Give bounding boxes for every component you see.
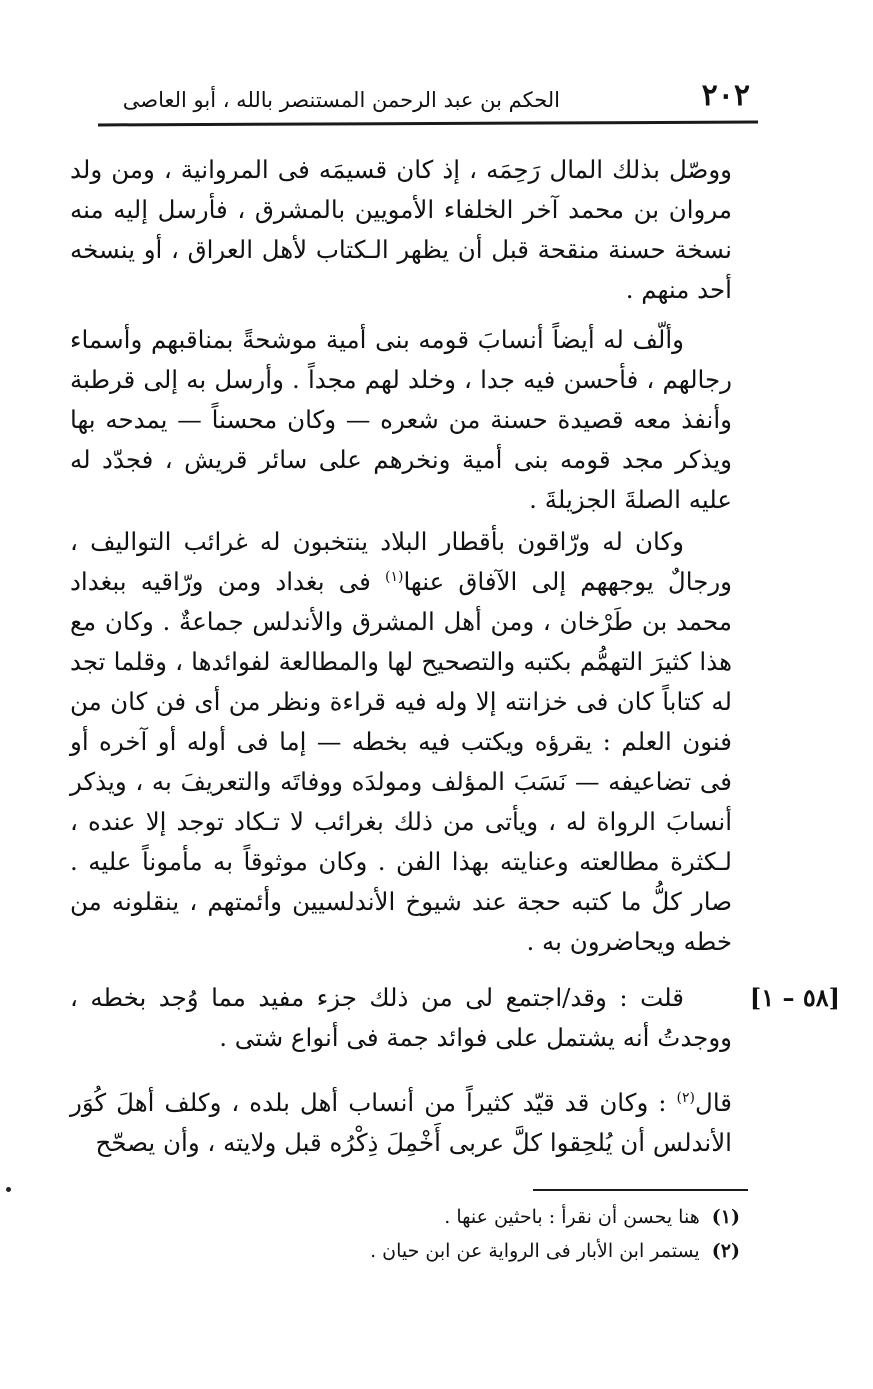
footnote-text: هنا يحسن أن نقرأ : باحثين عنها . <box>444 1206 700 1228</box>
footnote-2 <box>300 1234 740 1268</box>
paragraph-5-part-a: قال <box>695 1088 732 1117</box>
paragraph-5 <box>70 1083 732 1163</box>
paragraph-text: ووصّل بذلك المال رَحِمَه ، إذ كان قسيمَه فى المروانية ، ومن ولد مروان بن محمد آخر الخلفاء الأمويين بالمشرق ، فأرسل إليه منه نسخة حسنة منقحة قبل أن يظهر الـكتاب لأهل العراق ، أو ينسخه أحد منهم . <box>70 155 732 304</box>
paragraph-3-part-a: وكان له ورّاقون بأقطار البلاد ينتخبون له غرائب التواليف ، ورجالٌ يوجههم إلى الآفاق عنها <box>70 527 732 596</box>
page-number: ٢٠٢ <box>701 78 750 113</box>
page-header <box>122 78 750 118</box>
footnote-rule <box>533 1189 748 1191</box>
footnote-ref-2: (٢) <box>676 1089 696 1106</box>
paragraph-4 <box>70 978 732 1058</box>
footnote-text: يستمر ابن الأبار فى الرواية عن ابن حيان . <box>370 1240 700 1262</box>
paragraph-3-part-b: فى بغداد ومن ورّاقيه ببغداد محمد بن طَرْخان ، ومن أهل المشرق والأندلس جماعةٌ . وكان مع هذا كثيرَ التهمُّم بكتبه والتصحيح لها والمطالعة لفوائدها ، وقلما تجد له كتاباً كان فى خزانته إلا وله فيه قراءة ونظر من أى فن كان من فنون العلم : يقرؤه ويكتب فيه بخطه — إما فى أوله أو آخره أو فى تضاعيفه — نَسَبَ المؤلف ومولدَه ووفاتَه والتعريفَ به ، ويذكر أنسابَ الرواة له ، ويأتى من ذلك بغرائب لا تـكاد توجد إلا عنده ، لـكثرة مطالعته وعنايته بهذا الفن . وكان موثوقاً به مأموناً عليه . صار كلُّ ما كتبه حجة عند شيوخ الأندلسيين وأئمتهم ، ينقلونه من خطه ويحاضرون به . <box>70 567 733 956</box>
paragraph-1 <box>70 150 732 310</box>
footnote-1 <box>300 1200 740 1234</box>
paragraph-3 <box>70 522 732 962</box>
header-rule <box>98 121 758 127</box>
margin-marker: [٥٨ – ١] <box>749 983 840 1012</box>
footnote-ref-1: (١) <box>384 568 404 585</box>
paragraph-text: قلت : وقد/اجتمع لى من ذلك جزء مفيد مما وُجد بخطه ، ووجدتُ أنه يشتمل على فوائد جمة فى أنواع شتى . <box>70 983 732 1052</box>
paragraph-text: وألّف له أيضاً أنسابَ قومه بنى أمية موشحةً بمناقبهم وأسماء رجالهم ، فأحسن فيه جدا ، وخلد لهم مجداً . وأرسل به إلى قرطبة وأنفذ معه قصيدة حسنة من شعره — وكان محسناً — يمدحه بها ويذكر مجد قومه بنى أمية ونخرهم على سائر قريش ، فجدّد له عليه الصلةَ الجزيلةَ . <box>70 325 732 514</box>
paragraph-2 <box>70 320 732 520</box>
paragraph-5-part-b: : وكان قد قيّد كثيراً من أنساب أهل بلده ، وكلف أهلَ كُوَر الأندلس أن يُلحِقوا كلَّ عربى أَخْمِلَ ذِكْرُه قبل ولايته ، وأن يصحّح <box>70 1088 732 1157</box>
footnotes <box>300 1200 740 1268</box>
footnote-number: (٢) <box>711 1240 740 1262</box>
footnote-number: (١) <box>711 1206 740 1228</box>
running-title: الحكم بن عبد الرحمن المستنصر بالله ، أبو العاصى <box>122 88 560 112</box>
paragraph-text <box>70 1083 732 1163</box>
paragraph-text <box>70 522 732 962</box>
scan-speck <box>6 1187 11 1192</box>
